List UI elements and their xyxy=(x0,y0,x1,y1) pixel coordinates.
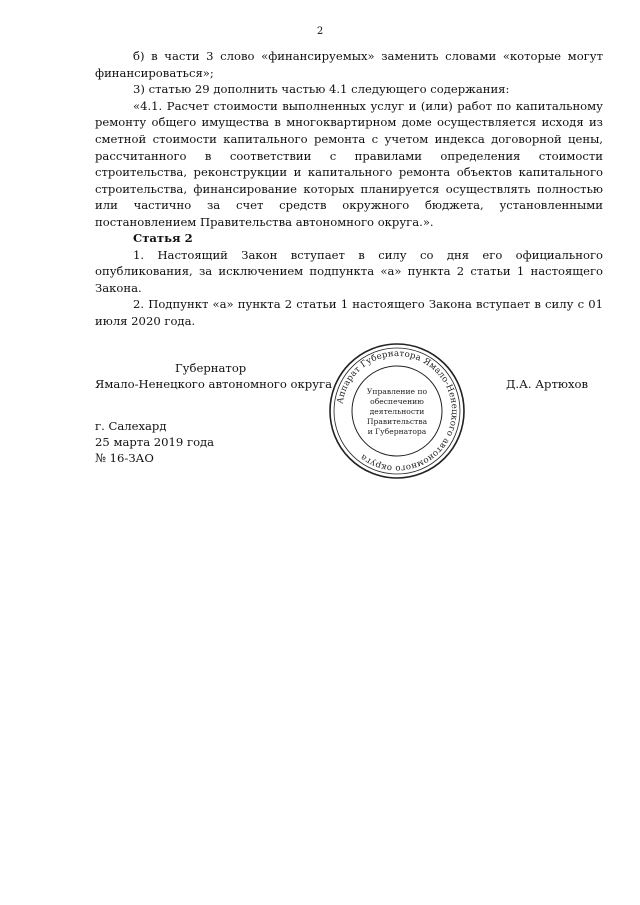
signer-region: Ямало-Ненецкого автономного округа xyxy=(95,377,332,391)
seal-center-line: Правительства xyxy=(366,417,428,426)
seal-center-line: и Губернатора xyxy=(367,427,427,436)
seal-ring-text: Аппарат Губернатора Ямало-Ненецкого автономного округа xyxy=(335,348,460,474)
article-2-block xyxy=(95,230,603,330)
amendment-paragraph: б) в части 3 слово «финансируемых» заменить словами «которые могут финансироваться»; xyxy=(95,49,603,80)
document-number: № 16-ЗАО xyxy=(95,451,154,466)
seal-center-line: деятельности xyxy=(369,407,425,416)
official-seal xyxy=(326,340,468,482)
seal-center-line: обеспечению xyxy=(370,397,424,406)
amendments-block xyxy=(95,48,603,231)
document-footer xyxy=(95,418,214,467)
article-paragraph: 2. Подпункт «а» пункта 2 статьи 1 настоящего Закона вступает в силу с 01 июля 2020 года. xyxy=(95,297,603,328)
document-date: 25 марта 2019 года xyxy=(95,435,215,450)
signer-title: Губернатор xyxy=(175,361,247,375)
seal-center-line: Управление по xyxy=(366,387,428,396)
page-number: 2 xyxy=(316,26,324,37)
article-heading: Статья 2 xyxy=(133,231,193,245)
article-paragraph: 1. Настоящий Закон вступает в силу со дня его официального опубликования, за исключением подпункта «а» пункта 2 статьи 1 настоящего Закона. xyxy=(95,247,603,295)
amendment-paragraph: «4.1. Расчет стоимости выполненных услуг и (или) работ по капитальному ремонту общего имущества в многоквартирном доме осуществляется исходя из сметной стоимости капитального ремонта с учетом индекса договорной цены, рассчитанного в соответствии с правилами определения стоимости строительства, реконструкции и капитального ремонта объектов капитального строительства, финансирование которых планируется осуществлять полностью или частично за счет средств окружного бюджета, установленными постановлением Правительства автономного округа.». xyxy=(95,98,603,229)
amendment-paragraph: 3) статью 29 дополнить частью 4.1 следующего содержания: xyxy=(133,82,510,97)
signer-name: Д.А. Артюхов xyxy=(506,377,589,391)
city: г. Салехард xyxy=(95,419,167,433)
